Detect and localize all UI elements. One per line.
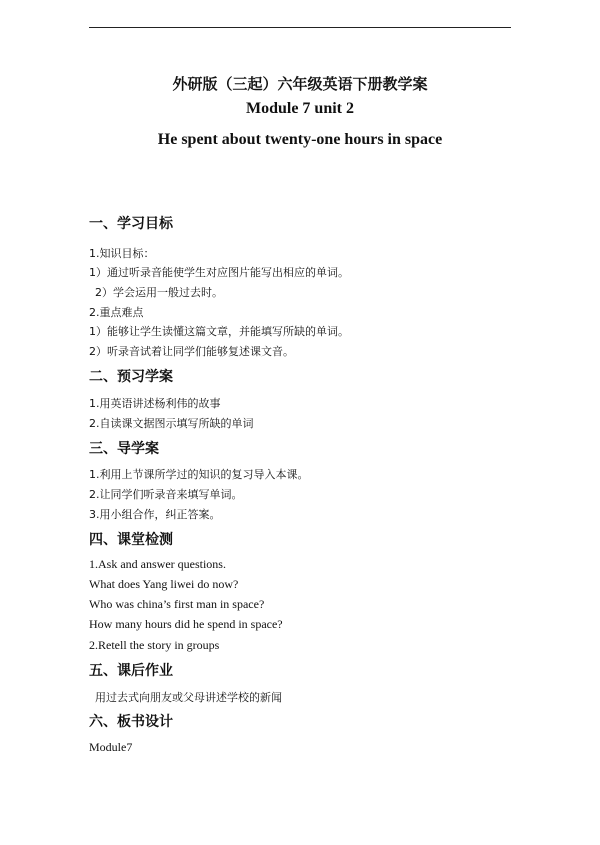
section-line: 1.利用上节课所学过的知识的复习导入本课。 bbox=[89, 468, 309, 481]
section-line: 1.Ask and answer questions. bbox=[89, 557, 226, 571]
section-line: How many hours did he spend in space? bbox=[89, 617, 283, 631]
section-line: 2.重点难点 bbox=[89, 306, 144, 319]
section-line: Who was china’s first man in space? bbox=[89, 597, 265, 611]
section-line: What does Yang liwei do now? bbox=[89, 577, 239, 591]
lesson-subtitle: He spent about twenty-one hours in space bbox=[157, 131, 443, 148]
section-line: 2.让同学们听录音来填写单词。 bbox=[89, 488, 243, 501]
section-line: 1）能够让学生读懂这篇文章，并能填写所缺的单词。 bbox=[89, 325, 349, 338]
document-title: 外研版（三起）六年级英语下册教学案 bbox=[172, 75, 428, 93]
section-line: 2）学会运用一般过去时。 bbox=[95, 286, 223, 299]
section-line: 用过去式向朋友或父母讲述学校的新闻 bbox=[95, 691, 282, 704]
module-unit-title: Module 7 unit 2 bbox=[245, 100, 354, 117]
section-heading-objectives: 一、学习目标 bbox=[89, 216, 173, 232]
section-line: 2.Retell the story in groups bbox=[89, 638, 220, 652]
section-line: 3.用小组合作，纠正答案。 bbox=[89, 508, 221, 521]
top-rule bbox=[89, 27, 511, 28]
section-line: 1）通过听录音能使学生对应图片能写出相应的单词。 bbox=[89, 266, 349, 279]
section-line: 2）听录音试着让同学们能够复述课文音。 bbox=[89, 345, 294, 358]
section-heading-class-test: 四、课堂检测 bbox=[89, 532, 173, 548]
section-line: Module7 bbox=[89, 740, 133, 754]
section-line: 1.用英语讲述杨利伟的故事 bbox=[89, 397, 221, 410]
section-heading-blackboard: 六、板书设计 bbox=[89, 714, 173, 730]
section-line: 2.自读课文据图示填写所缺的单词 bbox=[89, 417, 254, 430]
section-heading-homework: 五、课后作业 bbox=[89, 663, 173, 679]
section-line: 1.知识目标： bbox=[89, 247, 155, 260]
section-heading-guide: 三、导学案 bbox=[89, 441, 159, 457]
section-heading-preview: 二、预习学案 bbox=[89, 369, 173, 385]
